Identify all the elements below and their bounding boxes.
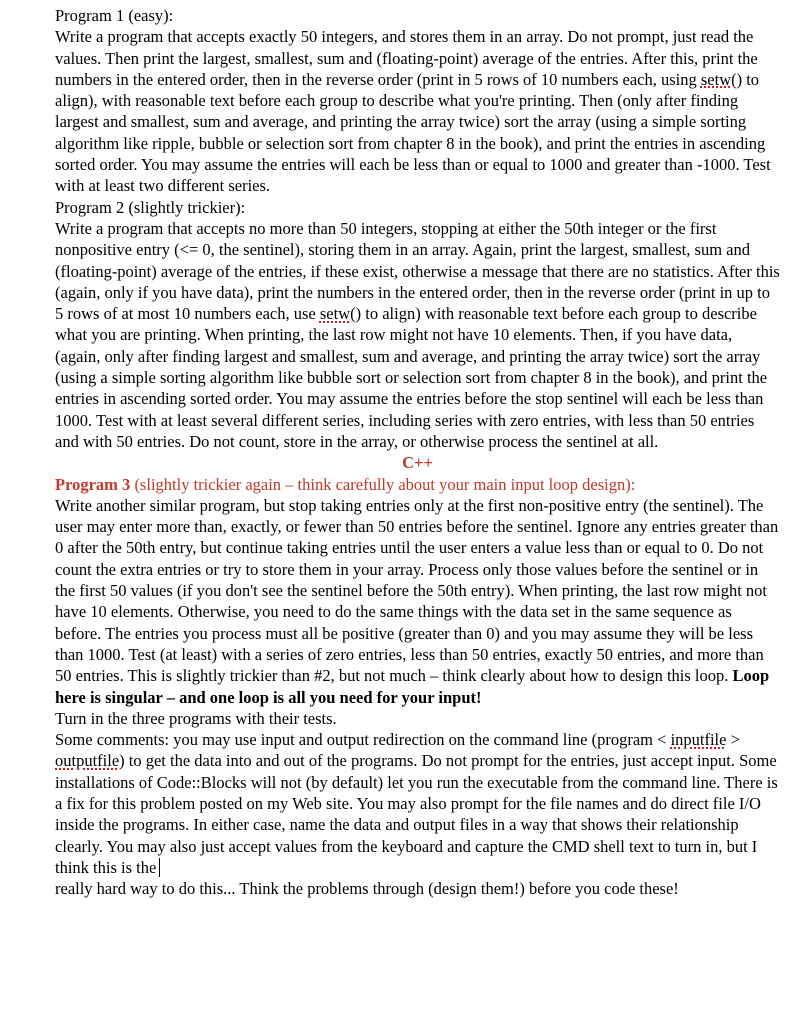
program-3-body [55,495,780,708]
comments-body [55,729,780,899]
program-3-heading-line [55,474,780,495]
program-3-bold-note: Loop here is singular – and one loop is all you need for your input! [55,666,770,707]
comments-text-a: Some comments: you may use input and output redirection on the command line (program < [55,730,671,750]
outputfile-spellcheck-word: outputfile [55,751,120,771]
redirect-symbol: > [726,730,740,750]
turn-in-line: Turn in the three programs with their tests. [55,708,337,728]
program-1-heading: Program 1 (easy): [55,6,174,25]
setw-spellcheck-word: setw [700,69,732,89]
comments-text-b: ) to get the data into and out of the programs. Do not prompt for the entries, just accept input. Some installations of Code::Blocks will not (by default) let you run the executable from the command line. There is a fix for this problem posted on my Web site. You may also prompt for the file names and do direct file I/O inside the programs. In either case, name the data and output files in a way that shows their relationship clearly. You may also just accept values from the keyboard and capture the CMD shell text to turn in, but I think this is the [55,751,778,877]
comments-text-c: really hard way to do this... Think the problems through (design them!) before you code these! [55,879,679,899]
program-2-text-b: () to align) with reasonable text before each group to describe what you are printing. When printing, the last row might not have 10 elements. Then, if you have data, (again, only after finding largest and smallest, sum and average, and printing the array twice) sort the array (using a simple sorting algorithm like bubble sort or selection sort from chapter 8 in the book), and print the entries in ascending sorted order. You may assume the entries before the stop sentinel will each be less than 1000. Test with at least several different series, including series with zero entries, with less than 50 entries and with 50 entries. Do not count, store in the array, or otherwise process the sentinel at all. [55,304,768,451]
inputfile-spellcheck-word: inputfile [670,730,727,750]
program-3-heading: Program 3 [55,474,131,494]
cpp-heading: C++ [402,453,433,473]
program-1-body [55,26,780,196]
program-2-heading: Program 2 (slightly trickier): [55,197,246,217]
program-1-text-b: () to align), with reasonable text before each group to describe what you're printing. Then (only after finding largest and smallest, sum and average, and printing the array twice) sort the array (using a simple sorting algorithm like ripple, bubble or selection sort from chapter 8 in the book), and print the entries in ascending sorted order. You may assume the entries will each be less than or equal to 1000 and greater than -1000. Test with at least two different series. [55,69,771,196]
program-2-text-a: Write a program that accepts no more than 50 integers, stopping at either the 50th integer or the first nonpositive entry (<= 0, the sentinel), storing them in an array. Again, print the largest, smallest, sum and (floating-point) average of the entries, if these exist, otherwise a message that there are no statistics. After this (again, only if you have data), print the numbers in the entered order, then in the reverse order (print in up to 5 rows of at most 10 numbers each, use [55,218,780,324]
program-2-body [55,218,780,452]
setw-spellcheck-word: setw [319,304,351,324]
program-3-subheading: (slightly trickier again – think carefully about your main input loop design): [130,474,636,494]
program-1-text-a: Write a program that accepts exactly 50 integers, and stores them in an array. Do not prompt, just read the values. Then print the largest, smallest, sum and (floating-point) average of the entries. After this, print the numbers in the entered order, then in the reverse order (print in 5 rows of 10 numbers each, using [55,27,758,89]
program-3-text: Write another similar program, but stop taking entries only at the first non-positive entry (the sentinel). The user may enter more than, exactly, or fewer than 50 entries before the sentinel. Ignore any entries greater than 0 after the 50th entry, but continue taking entries until the user enters a value less than or equal to 0. Do not count the extra entries or try to store them in your array. Process only those values before the sentinel or in the first 50 values (if you don't see the sentinel before the 50th entry). When printing, the last row might not have 10 elements. Otherwise, you need to do the same things with the data set in the same sequence as before. The entries you process must all be positive (greater than 0) and you may assume they will be less than 1000. Test (at least) with a series of zero entries, less than 50 entries, exactly 50 entries, and more than 50 entries. This is slightly trickier than #2, but not much – think clearly about how to design this loop. [55,495,779,686]
text-cursor [159,858,160,877]
